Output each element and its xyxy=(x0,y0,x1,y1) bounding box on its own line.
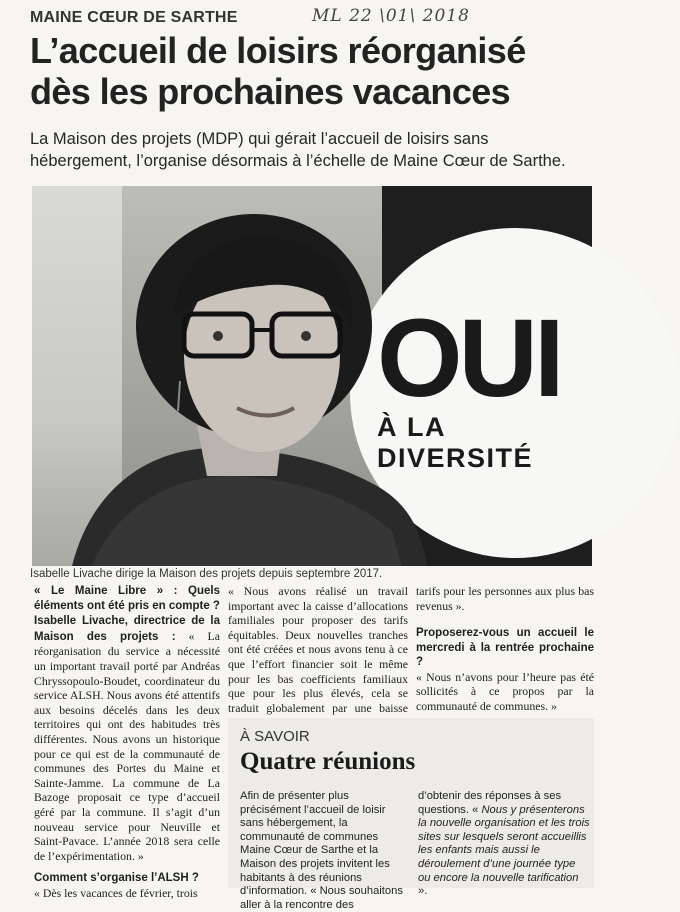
answer-1-text: « La réorganisation du service a nécessité un important travail porté par Andréas Chryssopoulo-Boudet, coordinateur du service ALSH. Nous avons été attentifs aux besoins décelés dans les deux territoires qui ont des habitudes très différentes. Nous avons un historique pour ce qui est de la communauté de communes des Portes du Maine et Sainte-Jamme. La commune de La Bazoge proposait ce type d’accueil géré par la commune. Il s’agit d’un nouveau service pour Neuville et Saint-Pavace. L’année 2018 sera celle de l’expérimentation. » xyxy=(34,628,220,863)
sidebar-title: Quatre réunions xyxy=(240,748,416,775)
article-column-3-question xyxy=(416,626,594,714)
column-2-text: « Nous avons réalisé un travail important avec la caisse d’allocations familiales pour proposer des tarifs équitables. Deux nouvelles tranches ont été créées et nous avons tenu à ce que l’effort financier soit le même pour les bas coefficients familiaux que pour les plus élevés, cela se traduit globalement par une baisse xyxy=(228,584,408,715)
photo-caption: Isabelle Livache dirige la Maison des projets depuis septembre 2017. xyxy=(30,568,383,580)
sidebar-column-1: Afin de présenter plus précisément l’accueil de loisir sans hébergement, la communauté de communes Maine Cœur de Sarthe et la Maison des projets invitent les habitants à des réunions d’information. « Nous souhaitons aller à la rencontre des xyxy=(240,790,403,911)
section-label: MAINE CŒUR DE SARTHE xyxy=(30,9,238,26)
article-column-2 xyxy=(228,584,408,730)
answer-2-start: « Dès les vacances de février, trois xyxy=(34,885,198,900)
sidebar-column-2-quote: Nous y présenterons la nouvelle organisation et les trois sites sur lesquels seront accueillis les enfants mais aussi le déroulement d’une journée type ou encore la nouvelle tarification xyxy=(418,803,590,884)
question-1: « Le Maine Libre » : Quels éléments ont été pris en compte ? xyxy=(34,585,220,612)
answer-3: « Nous n’avons pour l’heure pas été sollicités à ce propos par la communauté de communes. » xyxy=(416,669,594,713)
sidebar-label: À SAVOIR xyxy=(240,728,310,745)
portrait-photo xyxy=(32,186,592,566)
column-3-text: tarifs pour les personnes aux plus bas revenus ». xyxy=(416,584,594,613)
question-3: Proposerez-vous un accueil le mercredi à la rentrée prochaine ? xyxy=(416,627,594,669)
answer-1 xyxy=(34,613,220,863)
headline: L’accueil de loisirs réorganisé dès les prochaines vacances xyxy=(30,30,526,112)
question-2: Comment s’organise l’ALSH ? xyxy=(34,872,199,885)
standfirst: La Maison des projets (MDP) qui gérait l’accueil de loisirs sans hébergement, l’organise désormais à l’échelle de Maine Cœur de Sarthe. xyxy=(30,130,566,170)
article-column-3 xyxy=(416,584,594,613)
sidebar-column-2-end: ». xyxy=(418,885,428,898)
sign-oui-text: OUI xyxy=(377,297,561,420)
sidebar-column-2 xyxy=(418,790,590,899)
answer-1-intro: Isabelle Livache, directrice de la Maison des projets : xyxy=(34,615,220,643)
handwritten-date-note: ML 22 \01\ 2018 xyxy=(312,6,470,26)
sidebar-column-2-start: d’obtenir des réponses à ses questions. « xyxy=(418,790,562,816)
sign-diversite-text: À LA DIVERSITÉ xyxy=(377,412,534,473)
portrait-figure xyxy=(32,186,592,566)
article-column-1 xyxy=(34,584,220,900)
